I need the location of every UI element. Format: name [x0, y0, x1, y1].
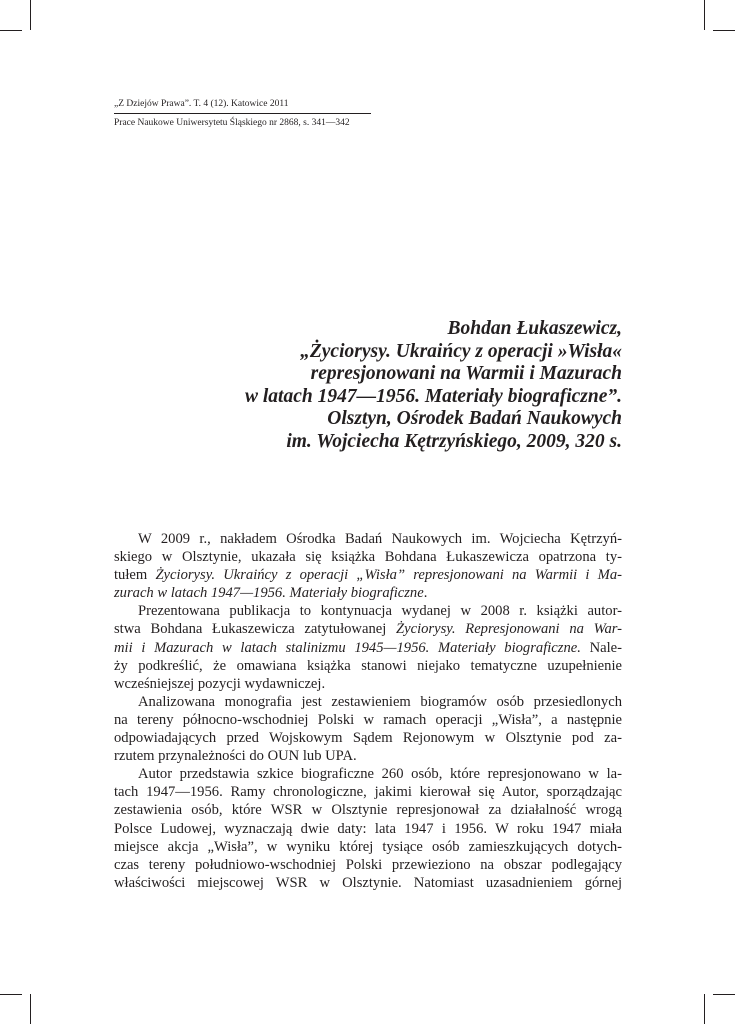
text-line: skiego w Olsztynie, ukazała się książka Bohdana Łukaszewicza opatrzona ty-: [114, 549, 622, 566]
header-rule: [114, 113, 371, 114]
text-run: .: [423, 585, 428, 602]
text-line: [114, 566, 622, 584]
text-line: miejsce akcja „Wisła”, w wyniku której tysiące osób zamieszkujących dotych-: [114, 838, 622, 855]
crop-mark: [30, 0, 31, 30]
journal-citation: „Z Dziejów Prawa”. T. 4 (12). Katowice 2011: [114, 99, 289, 109]
paragraph: [114, 765, 622, 892]
crop-mark: [713, 30, 735, 31]
crop-mark: [0, 994, 22, 995]
paragraph: [114, 530, 622, 602]
text-line: Polsce Ludowej, wyznaczają dwie daty: lata 1947 i 1956. W roku 1947 miała: [114, 820, 622, 837]
paragraph: [114, 602, 622, 692]
text-line: tach 1947—1956. Ramy chronologiczne, jakimi kierował się Autor, sporządzając: [114, 784, 622, 801]
crop-mark: [713, 994, 735, 995]
text-line: właściwości miejscowej WSR w Olsztynie. Natomiast uzasadnieniem górnej: [114, 874, 622, 891]
text-line: odpowiadających przed Wojskowym Sądem Rejonowym w Olsztynie pod za-: [114, 730, 622, 747]
text-run: Nale-: [580, 639, 623, 656]
text-line: czas tereny południowo-wschodniej Polski przewieziono na obszar podlegający: [114, 856, 622, 873]
paragraph: [114, 693, 622, 765]
book-title-italic: Życiorysy. Represjonowani na War-: [396, 621, 622, 638]
title-line: w latach 1947—1956. Materiały biograficzne”.: [245, 385, 622, 407]
text-line: Autor przedstawia szkice biograficzne 260 osób, które represjonowano w la-: [138, 766, 622, 783]
title-line: „Życiorysy. Ukraińcy z operacji »Wisła«: [300, 340, 622, 362]
series-citation: Prace Naukowe Uniwersytetu Śląskiego nr 2868, s. 341—342: [114, 118, 350, 128]
crop-mark: [0, 30, 22, 31]
running-header: [114, 98, 371, 129]
title-line: represjonowani na Warmii i Mazurach: [310, 363, 622, 384]
text-line: wcześniejszej pozycji wydawniczej.: [114, 675, 326, 692]
text-line: [114, 620, 622, 638]
text-line: [114, 584, 622, 602]
text-line: ży podkreślić, że omawiana książka stanowi niejako tematyczne uzupełnienie: [114, 657, 622, 674]
body-text: [114, 530, 622, 892]
crop-mark: [704, 994, 705, 1024]
title-line: Olsztyn, Ośrodek Badań Naukowych: [327, 408, 622, 429]
book-title-italic: Życiorysy. Ukraińcy z operacji „Wisła” represjonowani na Warmii i Ma-: [155, 567, 622, 584]
text-line: rzutem przynależności do OUN lub UPA.: [114, 748, 357, 765]
book-title-italic: mii i Mazurach w latach stalinizmu 1945—1956. Materiały biograficzne.: [114, 639, 581, 656]
review-title: [102, 318, 622, 453]
text-line: zestawienia osób, które WSR w Olsztynie represjonował za działalność wrogą: [114, 802, 622, 819]
text-line: na tereny północno-wschodniej Polski w ramach operacji „Wisła”, a następnie: [114, 711, 622, 728]
crop-mark: [30, 994, 31, 1024]
title-line: im. Wojciecha Kętrzyńskiego, 2009, 320 s.: [286, 430, 622, 452]
text-line: [114, 639, 622, 657]
text-line: W 2009 r., nakładem Ośrodka Badań Naukowych im. Wojciecha Kętrzyń-: [138, 531, 622, 547]
text-line: Prezentowana publikacja to kontynuacja wydanej w 2008 r. książki autor-: [138, 603, 622, 620]
crop-mark: [704, 0, 705, 30]
text-run: tułem: [114, 567, 156, 584]
text-run: stwa Bohdana Łukaszewicza zatytułowanej: [114, 621, 396, 638]
text-line: Analizowana monografia jest zestawieniem biogramów osób przesiedlonych: [138, 693, 622, 710]
book-title-italic: zurach w latach 1947—1956. Materiały biograficzne: [114, 585, 424, 602]
title-line: Bohdan Łukaszewicz,: [447, 318, 622, 339]
